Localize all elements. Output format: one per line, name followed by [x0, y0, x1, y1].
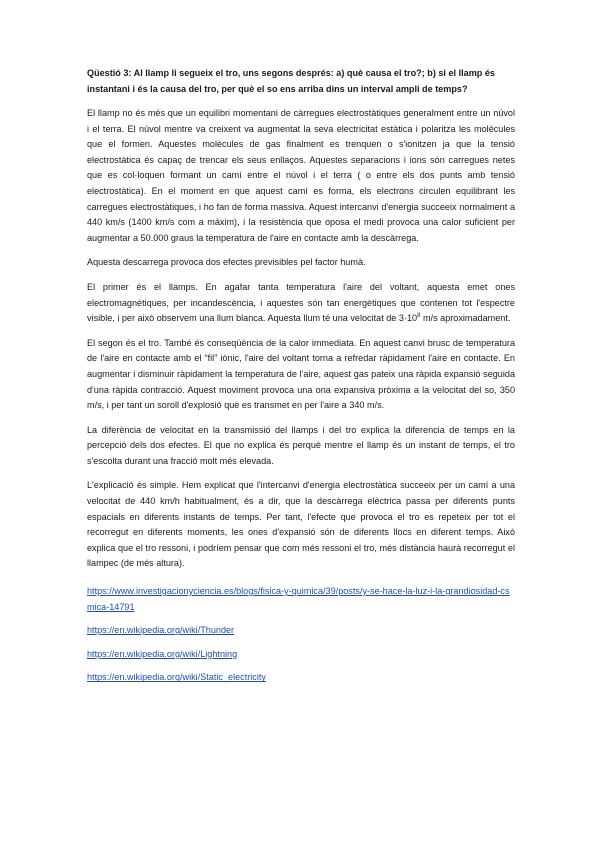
- reference-link-investigacion[interactable]: https://www.investigacionyciencia.es/blogs/fisica-y-quimica/39/posts/y-se-hace-la-luz-i-la-grandiosidad-csmica-14791: [87, 586, 510, 612]
- question-number: Qüestió 3: [87, 68, 129, 78]
- question-heading: [87, 66, 515, 97]
- reference-link-thunder[interactable]: https://en.wikipedia.org/wiki/Thunder: [87, 625, 235, 636]
- paragraph-two-effects: Aquesta descarrega provoca dos efectes previsibles pel factor humà.: [87, 257, 366, 268]
- paragraph-explanation: L'explicació és simple. Hem explicat que l'intercanvi d'energia electrostàtica succeeix per un camí a una velocitat de 440 km/h habitualment, és a dir, que la descàrrega elèctrica passa per diferents punts espacials en diferents instants de temps. Per tant, l'efecte que provoca el tro es repeteix per tot el recorregut en diferents moments, les ones d'expansió són de diferents llocs en diferent temps. Això explica que el tro ressoni, i podríem pensar que com més ressoni el tro, més distància haurà recorregut el llampec (de més altura).: [87, 480, 515, 569]
- paragraph-light-text-end: m/s aproximadament.: [420, 313, 511, 324]
- question-text: : Al llamp li segueix el tro, uns segons després: a) què causa el tro?; b) si el llamp és instantani i és la causa del tro, per què el so ens arriba dins un interval ampli de temps?: [87, 68, 495, 94]
- reference-link-static-electricity[interactable]: https://en.wikipedia.org/wiki/Static_electricity: [87, 672, 266, 683]
- paragraph-thunder: El segon és el tro. També és conseqüència de la calor immediata. En aquest canvi brusc de temperatura de l'aire en contacte amb el “fil” iònic, l'aire del voltant torna a refredar ràpidament l'aire en contacte. En augmentar i disminuir ràpidament la temperatura de l'aire, aquest gas pateix una ràpida expansió seguida d'una ràpida contracció. Aquest moviment provoca una ona expansiva pròxima a la velocitat del so, 350 m/s, i per tant un soroll d'explosió que es transmet en per l'aire a 340 m/s.: [87, 337, 515, 411]
- paragraph-light: [87, 280, 515, 327]
- document-page: [87, 66, 515, 694]
- paragraph-lightning-explanation: El llamp no és més que un equilibri momentani de càrregues electrostàtiques generalment entre un núvol i el terra. El núvol mentre va creixent va augmentat la seva electricitat estàtica i polaritza les molècules que el formen. Aquestes molècules de gas finalment es trenquen o s'ionitzen ja que la tensió electrostàtica és capaç de trencar els seus enllaços. Aquestes separacions i ions són carregues netes que es col·loquen formant un camí entre el núvol i el terra ( o entre els dos punts amb tensió electrostàtica). En el moment en que aquest camí es forma, els electrons circulen equilibrant les carregues electrostàtiques, i ho fan de forma massiva. Aquest intercanvi d'energia succeeix normalment a 440 km/s (1400 km/s com a màxim), i la resistència que oposa el medi provoca una calor suficient per augmentar a 50.000 graus la temperatura de l'aire en contacte amb la descàrrega.: [87, 108, 515, 243]
- paragraph-speed-difference: La diferència de velocitat en la transmissió del llamps i del tro explica la diferencia de temps en la percepció dels dos efectes. El que no explica és perquè mentre el llamp és un instant de temps, el tro s'escolta durant una fracció molt més elevada.: [87, 424, 515, 466]
- paragraph-light-text: El primer és el llamps. En agafar tanta temperatura l'aire del voltant, aquesta emet ones electromagnètiques, per incandescència, i aquestes són tan energètiques que contenen tot l'espectre visible, i per això observem una llum blanca. Aquesta llum té una velocitat de 3·10: [87, 281, 515, 324]
- reference-links: [87, 584, 515, 686]
- speed-of-light-exponent: 8: [417, 313, 421, 320]
- reference-link-lightning[interactable]: https://en.wikipedia.org/wiki/Lightning: [87, 648, 238, 659]
